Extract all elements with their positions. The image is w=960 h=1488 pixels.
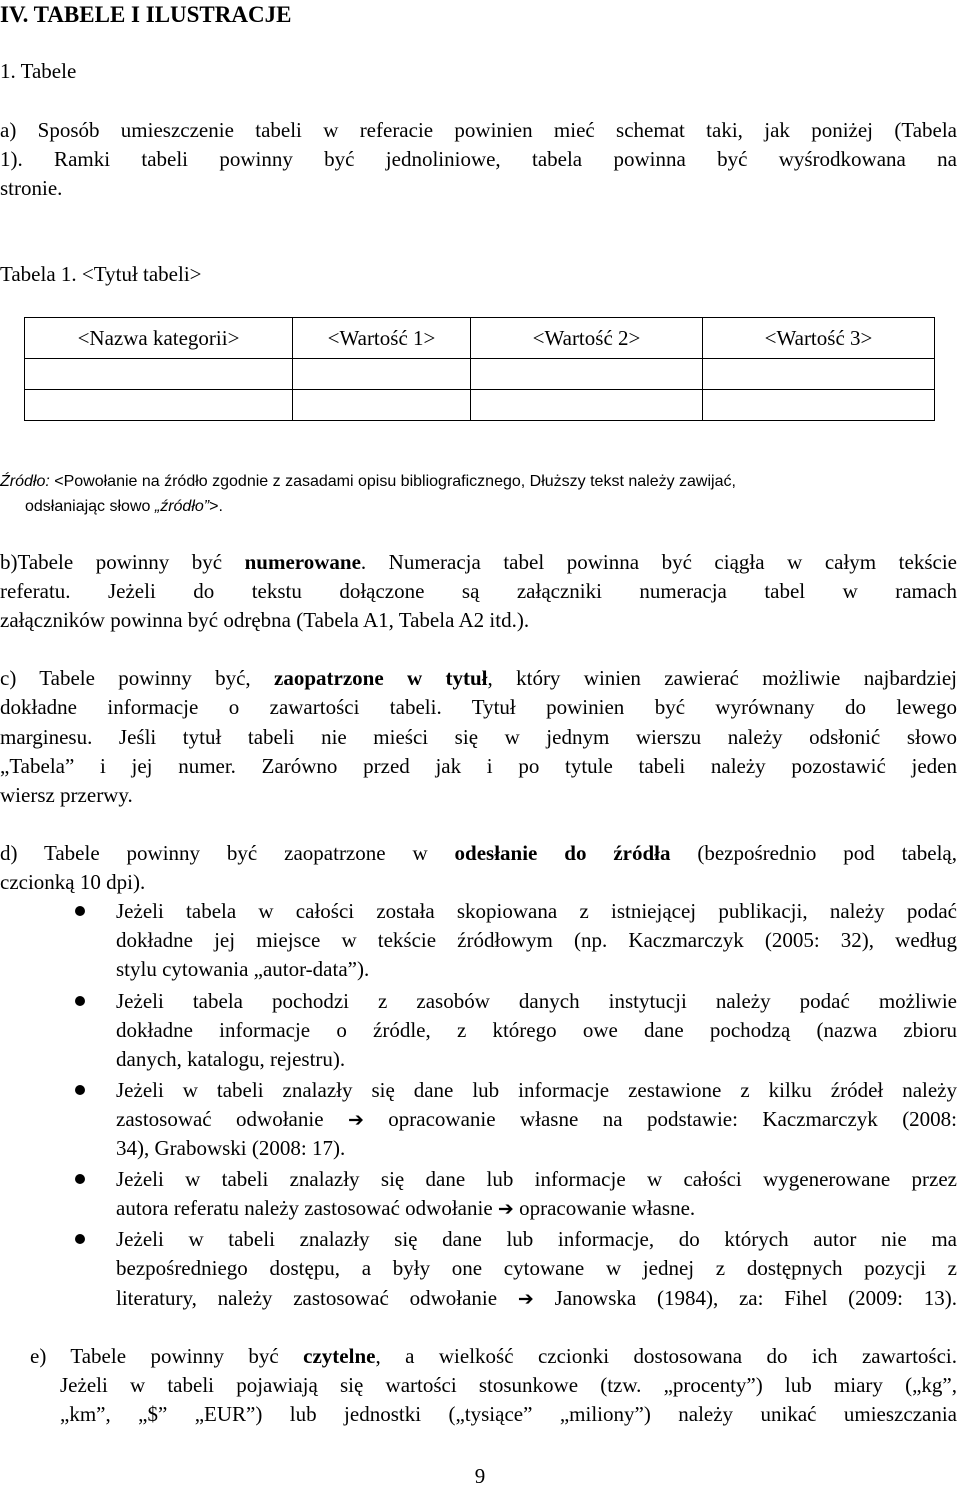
header-cell-category: <Nazwa kategorii> <box>25 318 293 359</box>
arrow-right-icon: ➔ <box>497 1198 514 1220</box>
paragraph-c-line3: marginesu. Jeśli tytuł tabeli nie mieści się w jednym wierszu należy odsłonić słowo <box>0 725 957 749</box>
header-cell-value1: <Wartość 1> <box>293 318 471 359</box>
bullet-icon <box>75 996 85 1006</box>
text: d) Tabele powinny być zaopatrzone w <box>0 841 455 865</box>
table-header-row <box>25 318 935 359</box>
paragraph-a-line1: a) Sposób umieszczenie tabeli w referacie powinien mieć schemat taki, jak poniżej (Tabela <box>0 118 957 142</box>
paragraph-c-line2: dokładne informacje o zawartości tabeli. Tytuł powinien być wyrównany do lewego <box>0 695 957 719</box>
bold-term: odesłanie do źródła <box>454 841 671 865</box>
table-source-line2 <box>25 499 223 515</box>
text: e) Tabele powinny być <box>30 1344 304 1368</box>
bullet1-line3: stylu cytowania „autor-data”). <box>116 957 370 981</box>
paragraph-d-line2: czcionką 10 dpi). <box>0 870 146 894</box>
paragraph-e-line1 <box>30 1346 957 1367</box>
bold-term: czytelne <box>303 1344 376 1368</box>
header-cell-value2: <Wartość 2> <box>471 318 703 359</box>
text: opracowanie własne. <box>519 1196 696 1220</box>
bullet5-line2: bezpośredniego dostępu, a były one cytowane w jednej z dostępnych pozycji z <box>116 1256 957 1280</box>
bullet2-line1: Jeżeli tabela pochodzi z zasobów danych instytucji należy podać możliwie <box>116 989 957 1013</box>
paragraph-c-line1 <box>0 668 957 689</box>
text: . Numeracja tabel powinna być ciągła w całym tekście <box>360 550 957 574</box>
paragraph-b-line1 <box>0 552 957 573</box>
text: , a wielkość czcionki dostosowana do ich zawartości. <box>375 1344 958 1368</box>
table-source-line1 <box>0 474 736 490</box>
bullet-icon <box>75 1085 85 1095</box>
bullet-icon <box>75 1174 85 1184</box>
paragraph-a-line2: 1). Ramki tabeli powinny być jednoliniowe, tabela powinna być wyśrodkowana na <box>0 147 957 171</box>
text: (bezpośrednio pod tabelą, <box>670 841 957 865</box>
subsection-title: 1. Tabele <box>0 59 77 83</box>
paragraph-c-line5: wiersz przerwy. <box>0 783 133 807</box>
bullet1-line1: Jeżeli tabela w całości została skopiowana z istniejącej publikacji, należy podać <box>116 899 957 923</box>
bullet3-line3: 34), Grabowski (2008: 17). <box>116 1136 346 1160</box>
text: Janowska (1984), za: Fihel (2009: 13). <box>554 1286 958 1310</box>
example-table <box>24 317 935 421</box>
bold-term: numerowane <box>244 550 361 574</box>
text: autora referatu należy zastosować odwołanie <box>116 1196 493 1220</box>
arrow-right-icon: ➔ <box>517 1288 534 1310</box>
bullet-icon <box>75 1234 85 1244</box>
bullet5-line1: Jeżeli w tabeli znalazły się dane lub informacje, do których autor nie ma <box>116 1227 957 1251</box>
bullet1-line2: dokładne jej miejsce w tekście źródłowym (np. Kaczmarczyk (2005: 32), według <box>116 928 957 952</box>
bullet2-line3: danych, katalogu, rejestru). <box>116 1047 346 1071</box>
paragraph-b-line3: załączników powinna być odrębna (Tabela A1, Tabela A2 itd.). <box>0 608 530 632</box>
text: opracowanie własne na podstawie: Kaczmarczyk (2008: <box>388 1107 958 1131</box>
source-label: Źródło: <box>0 473 50 490</box>
bullet2-line2: dokładne informacje o źródle, z którego owe dane pochodzą (nazwa zbioru <box>116 1018 957 1042</box>
header-cell-value3: <Wartość 3> <box>703 318 935 359</box>
source-text: <Powołanie na źródło zgodnie z zasadami opisu bibliograficznego, Dłuższy tekst należy zawijać, <box>49 473 736 490</box>
text: b)Tabele powinny być <box>0 550 245 574</box>
bullet4-line1: Jeżeli w tabeli znalazły się dane lub informacje w całości wygenerowane przez <box>116 1167 957 1191</box>
arrow-right-icon: ➔ <box>347 1109 364 1131</box>
table-title: Tabela 1. <Tytuł tabeli> <box>0 262 202 286</box>
source-text-3: >. <box>209 498 223 515</box>
source-text-2: odsłaniając słowo <box>25 498 155 515</box>
paragraph-a-line3: stronie. <box>0 176 63 200</box>
paragraph-b-line2: referatu. Jeżeli do tekstu dołączone są załączniki numeracja tabel w ramach <box>0 579 957 603</box>
bullet4-line2 <box>116 1198 695 1219</box>
bold-term: zaopatrzone w tytuł <box>274 666 488 690</box>
section-heading: IV. TABELE I ILUSTRACJE <box>0 2 292 27</box>
source-word: „źródło” <box>154 498 210 515</box>
table-row <box>25 359 935 390</box>
table-row <box>25 390 935 421</box>
bullet3-line2 <box>116 1109 957 1130</box>
text: zastosować odwołanie <box>116 1107 324 1131</box>
paragraph-e-line2: Jeżeli w tabeli pojawiają się wartości stosunkowe (tzw. „procenty”) lub miary („kg”, <box>60 1373 957 1397</box>
paragraph-d-line1 <box>0 843 957 864</box>
bullet3-line1: Jeżeli w tabeli znalazły się dane lub informacje zestawione z kilku źródeł należy <box>116 1078 957 1102</box>
text: , który winien zawierać możliwie najbardziej <box>487 666 957 690</box>
bullet-icon <box>75 906 85 916</box>
text: literatury, należy zastosować odwołanie <box>116 1286 498 1310</box>
paragraph-e-line3: „km”, „$” „EUR”) lub jednostki („tysiące” „miliony”) należy unikać umieszczania <box>60 1402 957 1426</box>
bullet5-line3 <box>116 1288 957 1309</box>
page-number: 9 <box>474 1464 486 1488</box>
text: c) Tabele powinny być, <box>0 666 275 690</box>
paragraph-c-line4: „Tabela” i jej numer. Zarówno przed jak i po tytule tabeli należy pozostawić jeden <box>0 754 957 778</box>
